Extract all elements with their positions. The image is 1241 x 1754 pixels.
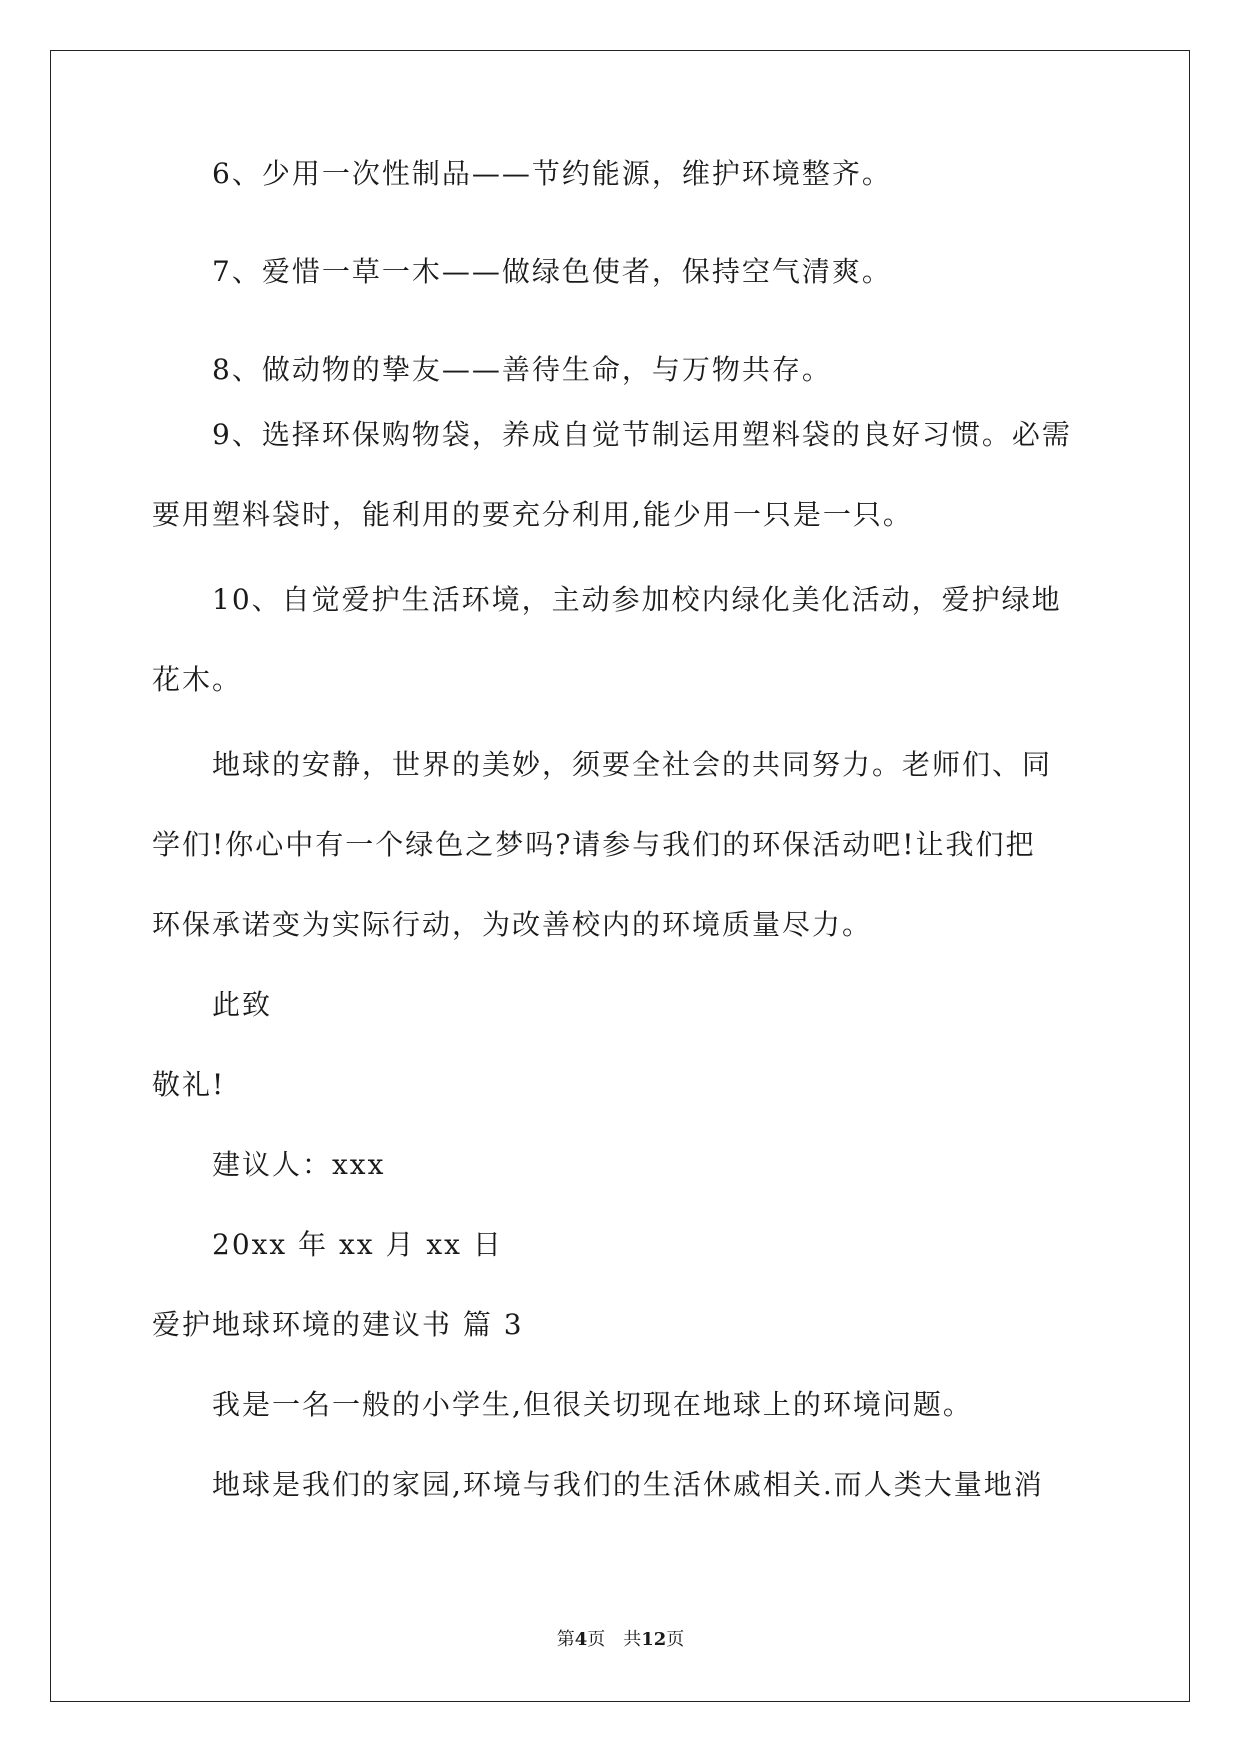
page-frame xyxy=(50,50,1190,1702)
text-line-date: 20xx 年 xx 月 xx 日 xyxy=(212,1228,503,1261)
text-line-proposer: 建议人：xxx xyxy=(212,1148,386,1181)
text-line-salutation: 此致 xyxy=(212,988,273,1021)
text-line-item-9-cont: 要用塑料袋时，能利用的要充分利用,能少用一只是一只。 xyxy=(152,498,913,531)
footer-total-prefix: 共 xyxy=(623,1629,642,1650)
text-line-closing-para-cont2: 环保承诺变为实际行动，为改善校内的环境质量尽力。 xyxy=(152,908,873,941)
footer-page-suffix: 页 xyxy=(587,1629,606,1650)
footer-page-number: 4 xyxy=(574,1629,588,1650)
footer-total-number: 12 xyxy=(641,1629,667,1650)
text-line-closing-para-cont1: 学们!你心中有一个绿色之梦吗?请参与我们的环保活动吧!让我们把 xyxy=(152,828,1036,861)
page-footer xyxy=(0,1628,1241,1652)
text-line-body: 地球是我们的家园,环境与我们的生活休戚相关.而人类大量地消 xyxy=(212,1468,1044,1501)
text-line-item-9: 9、选择环保购物袋，养成自觉节制运用塑料袋的良好习惯。必需 xyxy=(212,418,1072,451)
text-line-item-10: 10、自觉爱护生活环境，主动参加校内绿化美化活动，爱护绿地 xyxy=(212,583,1062,616)
text-line-item-7: 7、爱惜一草一木——做绿色使者，保持空气清爽。 xyxy=(212,255,892,288)
footer-page-prefix: 第 xyxy=(556,1629,575,1650)
text-line-item-10-cont: 花木。 xyxy=(152,663,243,696)
text-line-closing-para: 地球的安静，世界的美妙，须要全社会的共同努力。老师们、同 xyxy=(212,748,1053,781)
text-line-regards: 敬礼! xyxy=(152,1068,226,1101)
text-line-item-8: 8、做动物的挚友——善待生命，与万物共存。 xyxy=(212,353,832,386)
section-heading: 爱护地球环境的建议书 篇 3 xyxy=(152,1308,524,1341)
text-line-item-6: 6、少用一次性制品——节约能源，维护环境整齐。 xyxy=(212,157,892,190)
footer-total-suffix: 页 xyxy=(666,1629,685,1650)
text-line-intro: 我是一名一般的小学生,但很关切现在地球上的环境问题。 xyxy=(212,1388,973,1421)
